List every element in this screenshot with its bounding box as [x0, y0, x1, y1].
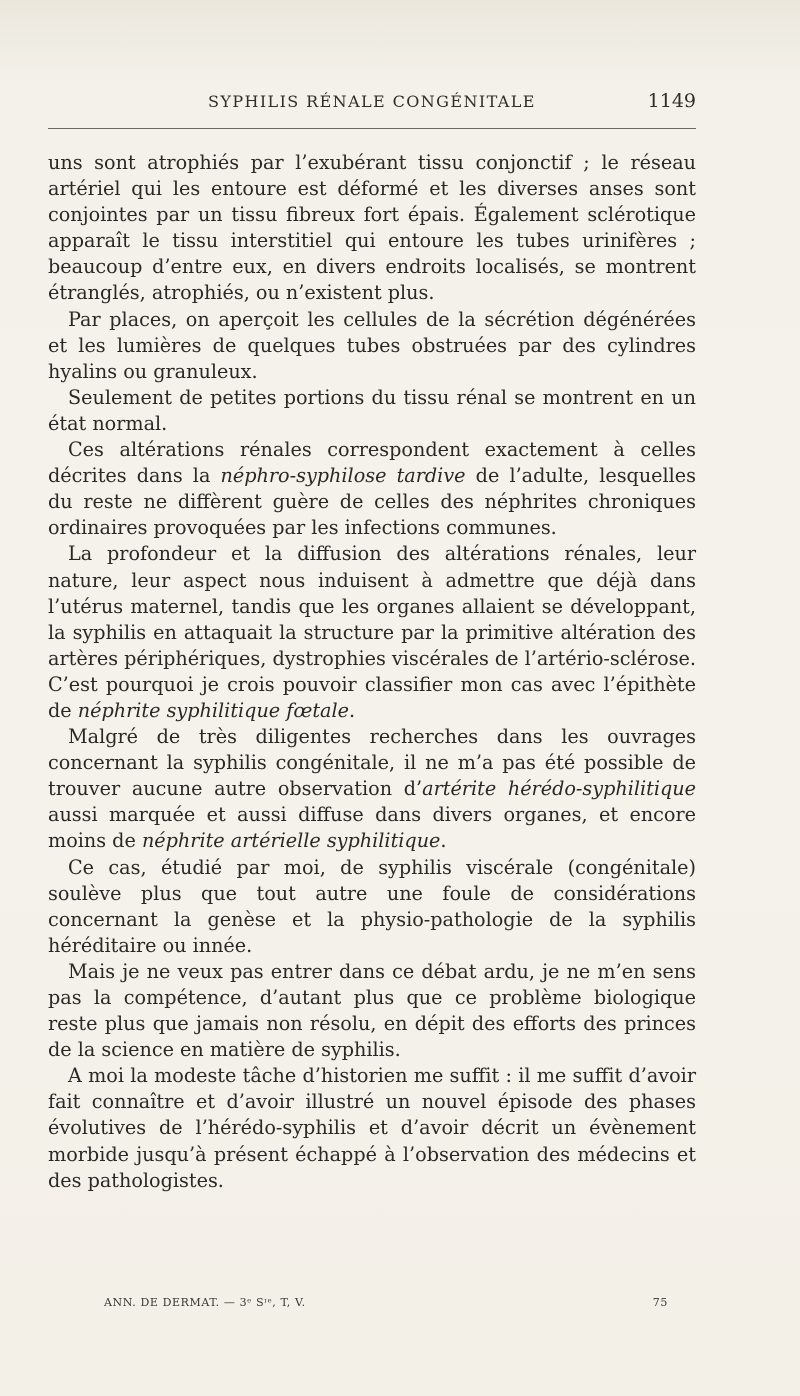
header-rule: [48, 128, 696, 129]
text-run: Seulement de petites portions du tissu rénal se montrent en un état normal.: [48, 385, 696, 435]
body-text: [48, 150, 696, 1194]
text-run: aussi marquée et aussi diffuse dans divers organes, et encore moins de: [48, 803, 696, 853]
running-title: SYPHILIS RÉNALE CONGÉNITALE: [208, 92, 536, 111]
page-number: 1149: [647, 90, 696, 112]
paragraph: [48, 1063, 696, 1193]
italic-term: artérite hérédo-syphilitique: [422, 777, 696, 801]
paragraph: [48, 724, 696, 854]
paragraph: [48, 855, 696, 959]
text-run: Ces altérations rénales correspondent exactement à celles décrites dans la: [48, 438, 696, 488]
italic-term: néphrite artérielle syphilitique: [141, 829, 441, 853]
text-run: Malgré de très diligentes recherches dans les ouvrages concernant la syphilis congénitale, il ne m’a pas été possible de trouver aucune autre observation d’: [48, 725, 696, 801]
text-run: A moi la modeste tâche d’historien me suffit : il me suffit d’avoir fait connaître et d’avoir illustré un nouvel épisode des phases évolutives de l’hérédo-syphilis et d’avoir décrit un évènement morbide jusqu’à présent échappé à l’observation des médecins et des pathologistes.: [48, 1064, 696, 1192]
italic-term: néphro-syphilose tardive: [220, 464, 466, 488]
text-run: Ce cas, étudié par moi, de syphilis viscérale (congénitale) soulève plus que tout autre une foule de considérations concernant la genèse et la physio-pathologie de la syphilis héréditaire ou innée.: [48, 855, 696, 957]
footer-journal-signature: ANN. DE DERMAT. — 3ᵉ Sᶦᵉ, T, V.: [104, 1296, 306, 1309]
footer-sheet-number: 75: [652, 1296, 668, 1309]
page-footer: [104, 1296, 668, 1316]
italic-term: néphrite syphilitique fœtale: [77, 698, 349, 722]
paragraph: [48, 150, 696, 307]
text-run: La profondeur et la diffusion des altérations rénales, leur nature, leur aspect nous induisent à admettre que déjà dans l’utérus maternel, tandis que les organes allaient se développant, la syphilis en attaquait la structure par la primitive altération des artères périphériques, dystrophies viscérales de l’artério-sclérose. C’est pourquoi je crois pouvoir classifier mon cas avec l’épithète de: [48, 542, 696, 722]
paragraph: [48, 385, 696, 437]
text-run: uns sont atrophiés par l’exubérant tissu conjonctif ; le réseau artériel qui les entoure est déformé et les diverses anses sont conjointes par un tissu fibreux fort épais. Également sclérotique apparaît le tissu interstitiel qui entoure les tubes urinifères ; beaucoup d’entre eux, en divers endroits localisés, se montrent étranglés, atrophiés, ou n’existent plus.: [48, 151, 696, 305]
running-head: [48, 90, 696, 118]
paragraph: [48, 307, 696, 385]
text-run: Mais je ne veux pas entrer dans ce débat ardu, je ne m’en sens pas la compétence, d’autant plus que ce problème biologique reste plus que jamais non résolu, en dépit des efforts des princes de la science en matière de syphilis.: [48, 959, 696, 1062]
text-run: .: [348, 698, 356, 722]
text-run: .: [440, 829, 447, 853]
text-run: Par places, on aperçoit les cellules de la sécrétion dégénérées et les lumières de quelques tubes obstruées par des cylindres hyalins ou granuleux.: [48, 307, 696, 383]
paragraph: [48, 541, 696, 724]
text-run: de l’adulte, lesquelles du reste ne diffèrent guère de celles des néphrites chroniques ordinaires provoquées par les infections communes.: [48, 464, 697, 540]
paragraph: [48, 959, 696, 1063]
paragraph: [48, 437, 696, 541]
